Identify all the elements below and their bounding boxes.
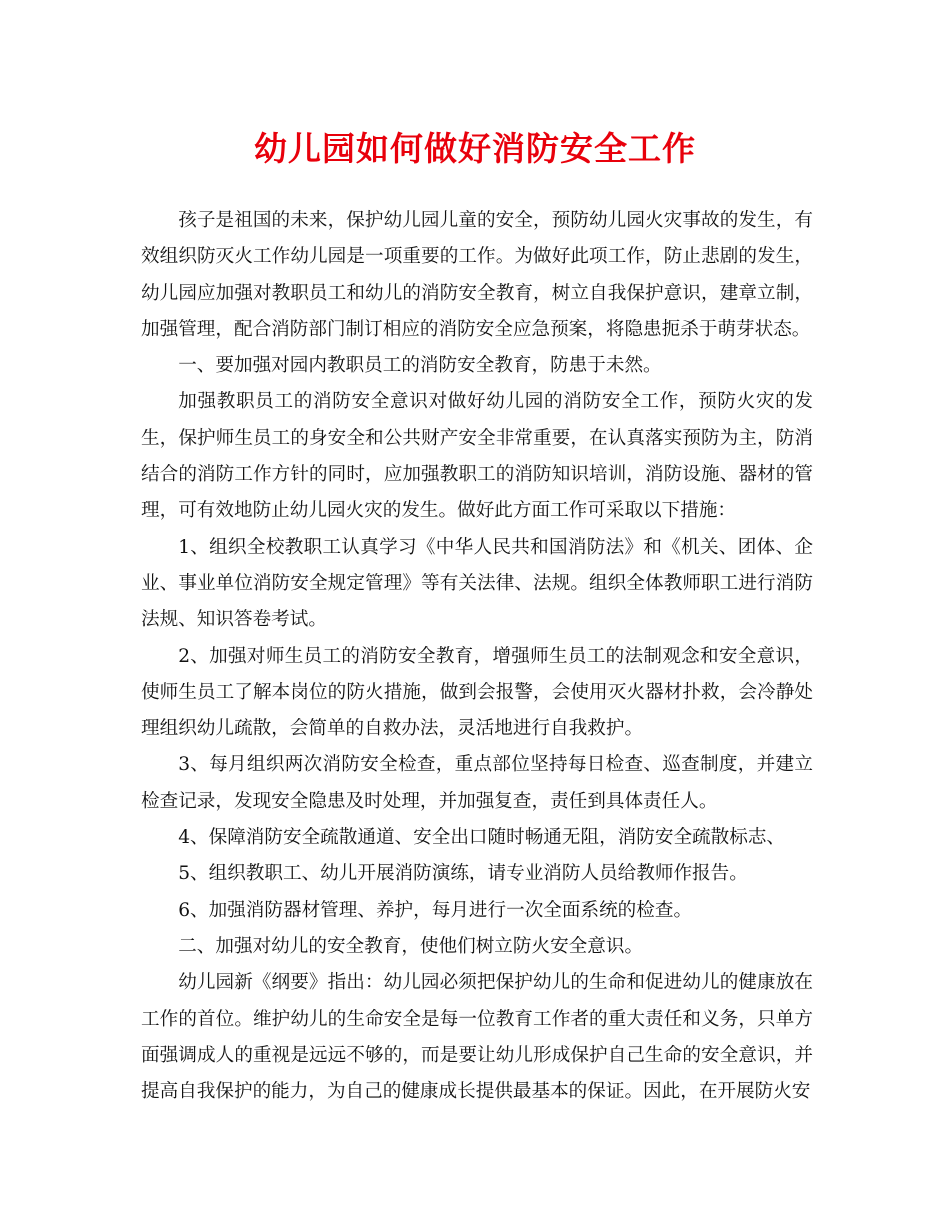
- page-title: 幼儿园如何做好消防安全工作: [254, 129, 696, 168]
- section-heading-2: 二、加强对幼儿的安全教育，使他们树立防火安全意识。: [178, 935, 644, 957]
- list-item-3: 3、每月组织两次消防安全检查，重点部位坚持每日检查、巡查制度，并建立检查记录，发现安全隐患及时处理，并加强复查，责任到具体责任人。: [141, 754, 813, 812]
- paragraph-intro: 孩子是祖国的未来，保护幼儿园儿童的安全，预防幼儿园火灾事故的发生，有效组织防灭火工作幼儿园是一项重要的工作。为做好此项工作，防止悲剧的发生，幼儿园应加强对教职员工和幼儿的消防安全教育，树立自我保护意识，建章立制，加强管理，配合消防部门制订相应的消防安全应急预案，将隐患扼杀于萌芽状态。: [141, 210, 813, 340]
- list-item-1: 1、组织全校教职工认真学习《中华人民共和国消防法》和《机关、团体、企业、事业单位消防安全规定管理》等有关法律、法规。组织全体教师职工进行消防法规、知识答卷考试。: [141, 536, 813, 631]
- list-item-6: 6、加强消防器材管理、养护，每月进行一次全面系统的检查。: [178, 899, 693, 921]
- document-body: [141, 203, 813, 1110]
- paragraph-child-education: 幼儿园新《纲要》指出：幼儿园必须把保护幼儿的生命和促进幼儿的健康放在工作的首位。维护幼儿的生命安全是每一位教育工作者的重大责任和义务，只单方面强调成人的重视是远远不够的，而是要让幼儿形成保护自己生命的安全意识，并提高自我保护的能力，为自己的健康成长提供最基本的保证。因此，在开展防火安: [141, 972, 813, 1103]
- paragraph-staff-awareness: 加强教职员工的消防安全意识对做好幼儿园的消防安全工作，预防火灾的发生，保护师生员工的身安全和公共财产安全非常重要，在认真落实预防为主，防消结合的消防工作方针的同时，应加强教职工的消防知识培训，消防设施、器材的管理，可有效地防止幼儿园火灾的发生。做好此方面工作可采取以下措施：: [141, 391, 813, 522]
- section-heading-1: 一、要加强对园内教职员工的消防安全教育，防患于未然。: [178, 355, 662, 377]
- list-item-5: 5、组织教职工、幼儿开展消防演练，请专业消防人员给教师作报告。: [178, 863, 748, 885]
- list-item-2: 2、加强对师生员工的消防安全教育，增强师生员工的法制观念和安全意识，使师生员工了解本岗位的防火措施，做到会报警，会使用灭火器材扑救，会冷静处理组织幼儿疏散，会简单的自救办法，灵活地进行自我救护。: [141, 645, 813, 740]
- list-item-4: 4、保障消防安全疏散通道、安全出口随时畅通无阻，消防安全疏散标志、: [178, 827, 786, 849]
